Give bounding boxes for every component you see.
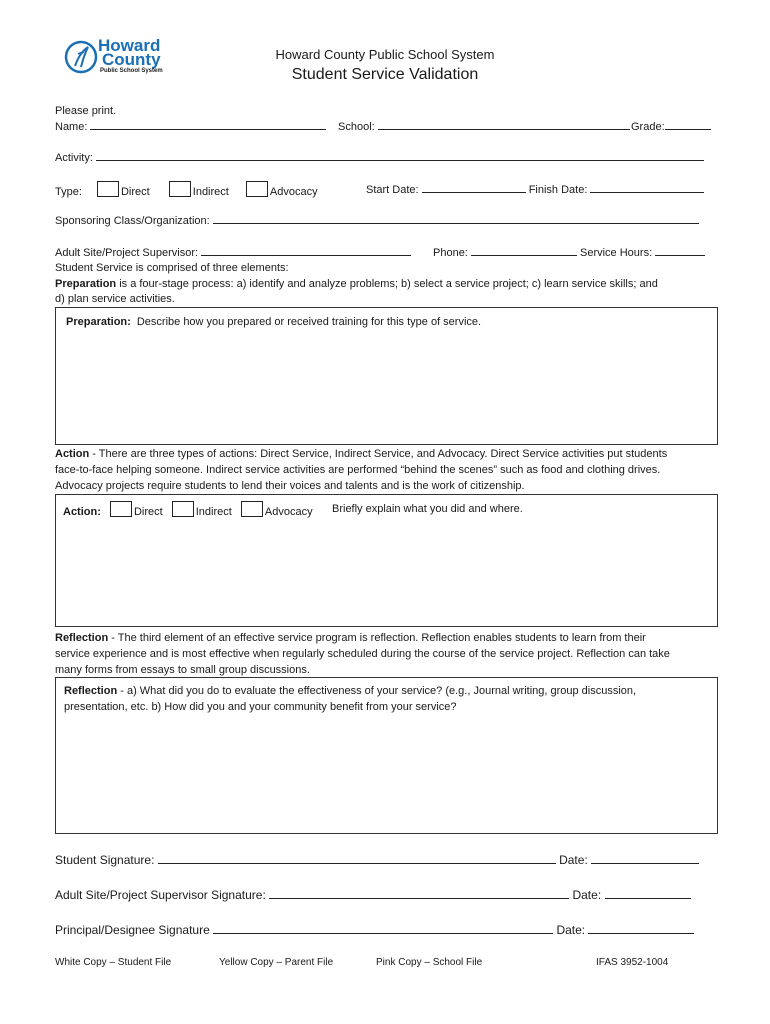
start-date-row — [366, 181, 704, 198]
reflection-text3: many forms from essays to small group discussions. — [55, 664, 310, 676]
footer-white-copy: White Copy – Student File — [55, 957, 172, 968]
reflection-box-prompt — [64, 683, 636, 699]
type-label: Type: — [55, 186, 82, 198]
sponsor-field[interactable] — [213, 212, 699, 224]
student-signature-label: Student Signature: — [55, 853, 155, 867]
type-indirect-checkbox[interactable] — [169, 181, 191, 197]
preparation-box-prompt — [66, 314, 481, 330]
type-indirect-label: Indirect — [192, 186, 229, 198]
action-text2: face-to-face helping someone. Indirect service activities are performed “behind the scenes” such as food and clothing drives. — [55, 464, 661, 476]
hours-field[interactable] — [655, 244, 705, 256]
name-field[interactable] — [90, 118, 326, 130]
logo-line1: Howard — [98, 36, 161, 55]
preparation-heading: Preparation — [55, 278, 117, 290]
action-box-header — [63, 501, 313, 520]
hours-label: Service Hours: — [580, 247, 653, 259]
logo-line2: County — [102, 50, 161, 69]
preparation-text1: is a four-stage process: a) identify and analyze problems; b) select a service project; c) learn service skills; and — [116, 278, 658, 290]
supervisor-signature-field[interactable] — [269, 887, 569, 899]
principal-signature-label: Principal/Designee Signature — [55, 923, 210, 937]
reflection-heading: Reflection — [55, 632, 109, 644]
finish-date-field[interactable] — [590, 181, 704, 193]
footer-form-number: IFAS 3952-1004 — [596, 957, 669, 968]
phone-field[interactable] — [471, 244, 577, 256]
grade-label: Grade: — [631, 121, 665, 133]
logo-line3: Public School System — [100, 68, 163, 74]
principal-date-field[interactable] — [588, 922, 694, 934]
reflection-box-text1: - a) What did you do to evaluate the effectiveness of your service? (e.g., Journal writing, group discussion, — [117, 685, 637, 697]
sponsor-row — [55, 212, 699, 229]
student-signature-row — [55, 852, 699, 868]
name-label: Name: — [55, 121, 88, 133]
action-box-prompt: Briefly explain what you did and where. — [332, 503, 523, 515]
reflection-text2: service experience and is most effective when regularly scheduled during the course of the service project. Reflection can take — [55, 648, 670, 660]
action-box[interactable] — [55, 494, 718, 627]
preparation-box-heading: Preparation: — [66, 316, 131, 328]
activity-field[interactable] — [96, 149, 704, 161]
name-row — [55, 118, 326, 135]
principal-signature-field[interactable] — [213, 922, 553, 934]
student-date-field[interactable] — [591, 852, 699, 864]
start-date-label: Start Date: — [366, 184, 419, 196]
preparation-description — [55, 276, 658, 292]
supervisor-date-label: Date: — [572, 888, 602, 902]
reflection-text1: - The third element of an effective service program is reflection. Reflection enables students to learn from their — [108, 632, 646, 644]
student-signature-field[interactable] — [158, 852, 556, 864]
finish-date-label: Finish Date: — [528, 184, 588, 196]
action-heading: Action — [55, 448, 90, 460]
type-direct-checkbox[interactable] — [97, 181, 119, 197]
action-indirect-checkbox[interactable] — [172, 501, 194, 517]
page-title: Student Service Validation — [291, 66, 479, 83]
supervisor-row — [55, 244, 411, 261]
phone-label: Phone: — [433, 247, 468, 259]
org-name: Howard County Public School System — [275, 47, 495, 62]
grade-field[interactable] — [665, 118, 711, 130]
supervisor-date-field[interactable] — [605, 887, 691, 899]
action-description — [55, 446, 667, 462]
reflection-box-heading: Reflection — [64, 685, 118, 697]
action-direct-label: Direct — [133, 506, 163, 518]
preparation-box[interactable] — [55, 307, 718, 445]
reflection-box-text2: presentation, etc. b) How did you and your community benefit from your service? — [64, 701, 457, 713]
action-text1: - There are three types of actions: Direct Service, Indirect Service, and Advocacy. Direct Service activities put students — [89, 448, 668, 460]
activity-label: Activity: — [55, 152, 93, 164]
supervisor-signature-row — [55, 887, 691, 903]
type-direct-label: Direct — [120, 186, 150, 198]
action-text3: Advocacy projects require students to lend their voices and talents and is the work of citizenship. — [55, 480, 525, 492]
principal-date-label: Date: — [556, 923, 586, 937]
action-indirect-label: Indirect — [195, 506, 232, 518]
footer-yellow-copy: Yellow Copy – Parent File — [219, 957, 334, 968]
supervisor-signature-label: Adult Site/Project Supervisor Signature: — [55, 888, 266, 902]
student-date-label: Date: — [559, 853, 588, 867]
start-date-field[interactable] — [422, 181, 526, 193]
supervisor-field[interactable] — [201, 244, 411, 256]
principal-signature-row — [55, 922, 694, 938]
reflection-description — [55, 630, 646, 646]
type-advocacy-checkbox[interactable] — [246, 181, 268, 197]
preparation-text2: d) plan service activities. — [55, 293, 175, 305]
reflection-box[interactable] — [55, 677, 718, 834]
action-advocacy-label: Advocacy — [264, 506, 313, 518]
footer-pink-copy: Pink Copy – School File — [376, 957, 483, 968]
school-field[interactable] — [378, 118, 630, 130]
type-row — [55, 181, 318, 200]
action-box-heading: Action: — [63, 506, 101, 518]
type-advocacy-label: Advocacy — [269, 186, 318, 198]
supervisor-label: Adult Site/Project Supervisor: — [55, 247, 199, 259]
school-label: School: — [338, 121, 375, 133]
grade-row — [631, 118, 711, 135]
action-advocacy-checkbox[interactable] — [241, 501, 263, 517]
phone-row — [433, 244, 705, 261]
action-direct-checkbox[interactable] — [110, 501, 132, 517]
school-row — [338, 118, 630, 135]
sponsor-label: Sponsoring Class/Organization: — [55, 215, 210, 227]
activity-row — [55, 149, 704, 166]
intro-text: Student Service is comprised of three elements: — [55, 262, 289, 274]
please-print: Please print. — [55, 105, 117, 117]
preparation-box-text: Describe how you prepared or received training for this type of service. — [136, 316, 482, 328]
